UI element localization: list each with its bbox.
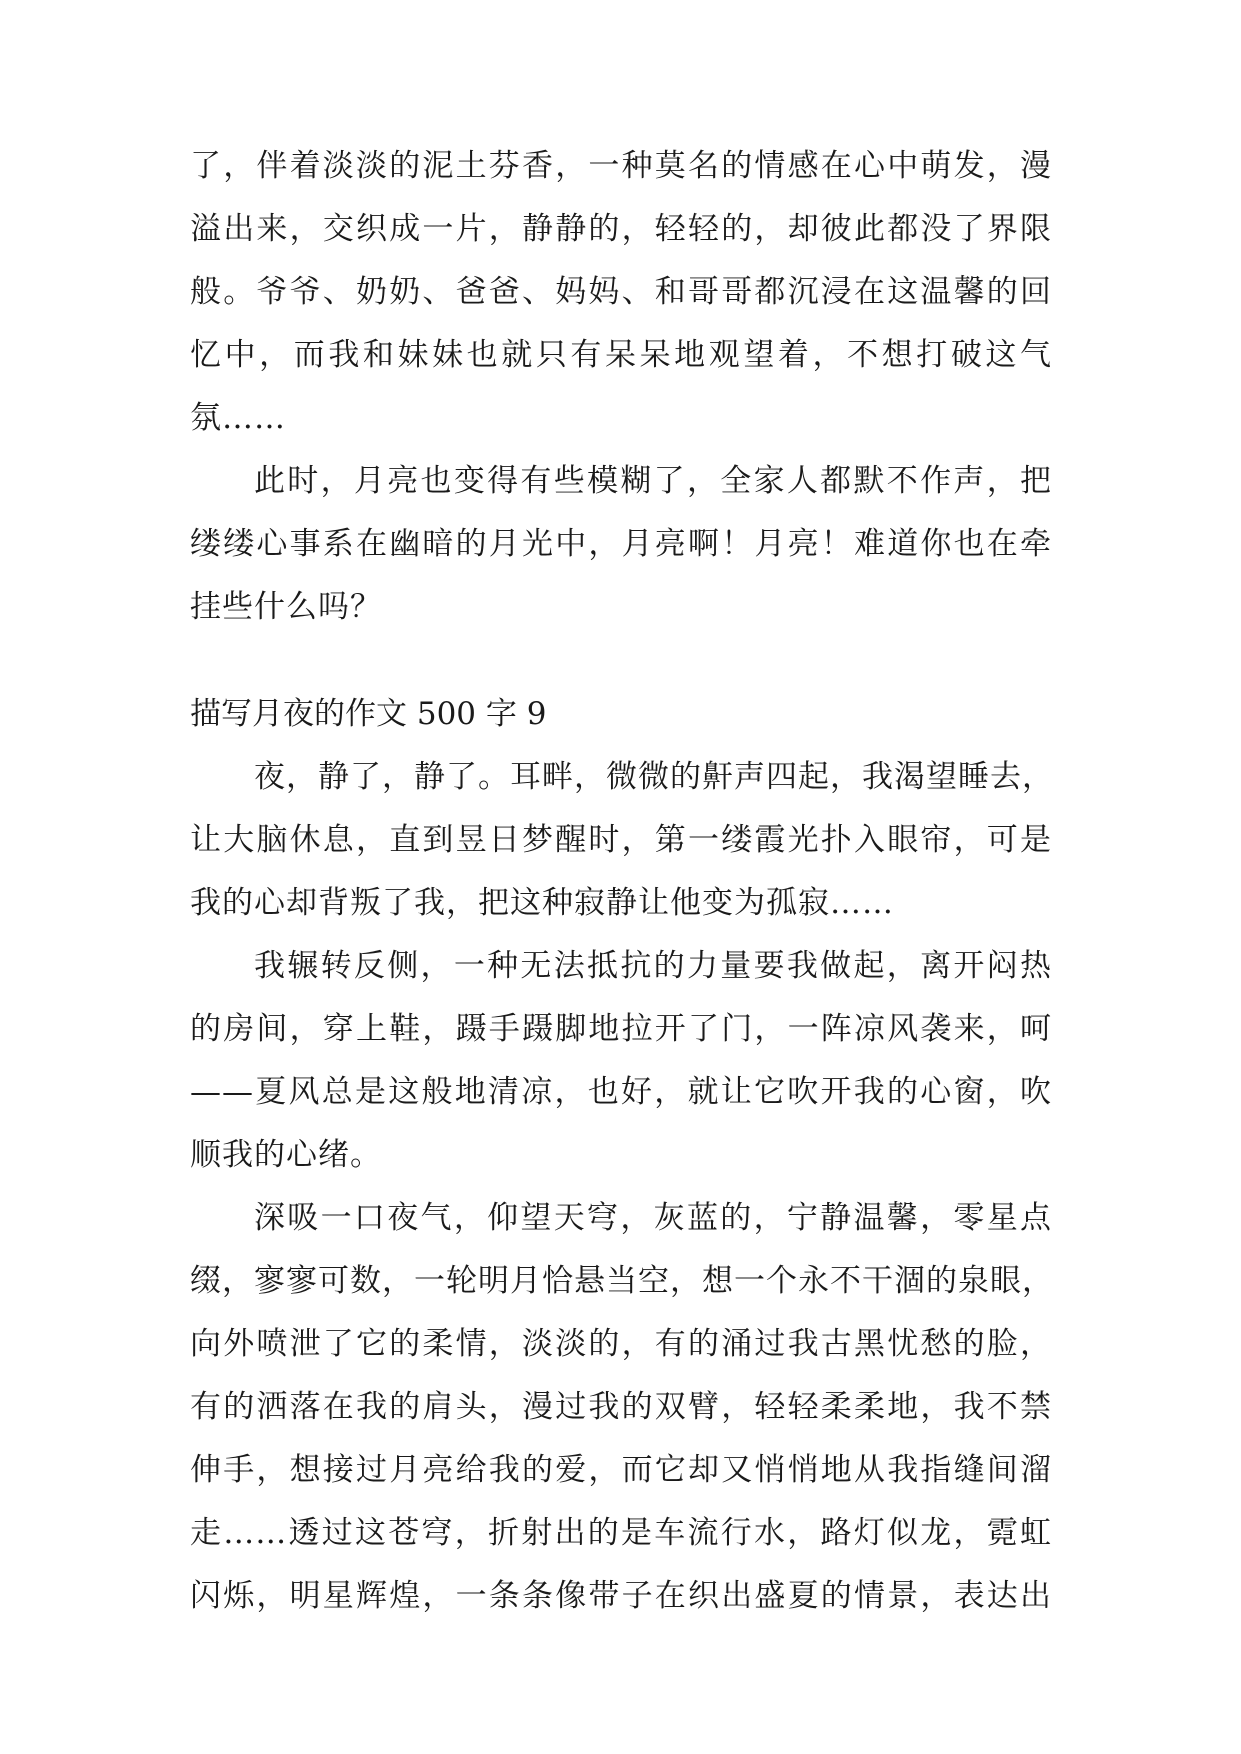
text-line: 了，伴着淡淡的泥土芬香，一种莫名的情感在心中萌发，漫 bbox=[190, 148, 1052, 184]
text-line: 伸手，想接过月亮给我的爱，而它却又悄悄地从我指缝间溜 bbox=[190, 1452, 1052, 1488]
text-line: 氛…… bbox=[190, 400, 286, 436]
text-line: 的房间，穿上鞋，蹑手蹑脚地拉开了门，一阵凉风袭来，呵 bbox=[190, 1011, 1052, 1047]
text-line: 我辗转反侧，一种无法抵抗的力量要我做起，离开闷热 bbox=[254, 948, 1052, 984]
text-line: 深吸一口夜气，仰望天穹，灰蓝的，宁静温馨，零星点 bbox=[254, 1200, 1052, 1236]
text-line: 缀，寥寥可数，一轮明月恰悬当空，想一个永不干涸的泉眼， bbox=[190, 1263, 1054, 1299]
text-line: 向外喷泄了它的柔情，淡淡的，有的涌过我古黑忧愁的脸， bbox=[190, 1326, 1052, 1362]
section-heading: 描写月夜的作文 500 字 9 bbox=[190, 696, 547, 732]
text-line: 让大脑休息，直到昱日梦醒时，第一缕霞光扑入眼帘，可是 bbox=[190, 822, 1052, 858]
text-line: 挂些什么吗？ bbox=[190, 589, 382, 625]
text-line: 我的心却背叛了我，把这种寂静让他变为孤寂…… bbox=[190, 885, 894, 921]
text-line: 忆中，而我和妹妹也就只有呆呆地观望着，不想打破这气 bbox=[190, 337, 1052, 373]
text-block-bottom bbox=[190, 746, 1052, 1628]
text-line: 溢出来，交织成一片，静静的，轻轻的，却彼此都没了界限 bbox=[190, 211, 1052, 247]
text-line: 缕缕心事系在幽暗的月光中，月亮啊！月亮！难道你也在牵 bbox=[190, 526, 1052, 562]
text-line: 夜，静了，静了。耳畔，微微的鼾声四起，我渴望睡去， bbox=[254, 759, 1054, 795]
text-line: 有的洒落在我的肩头，漫过我的双臂，轻轻柔柔地，我不禁 bbox=[190, 1389, 1052, 1425]
text-line: 顺我的心绪。 bbox=[190, 1137, 382, 1173]
text-line: 走……透过这苍穹，折射出的是车流行水，路灯似龙，霓虹 bbox=[190, 1515, 1052, 1551]
text-line: 般。爷爷、奶奶、爸爸、妈妈、和哥哥都沉浸在这温馨的回 bbox=[190, 274, 1052, 310]
text-line: 此时，月亮也变得有些模糊了，全家人都默不作声，把 bbox=[254, 463, 1052, 499]
text-line: 闪烁，明星辉煌，一条条像带子在织出盛夏的情景，表达出 bbox=[190, 1578, 1052, 1614]
text-block-top bbox=[190, 135, 1052, 639]
text-line: ——夏风总是这般地清凉，也好，就让它吹开我的心窗，吹 bbox=[190, 1074, 1052, 1110]
